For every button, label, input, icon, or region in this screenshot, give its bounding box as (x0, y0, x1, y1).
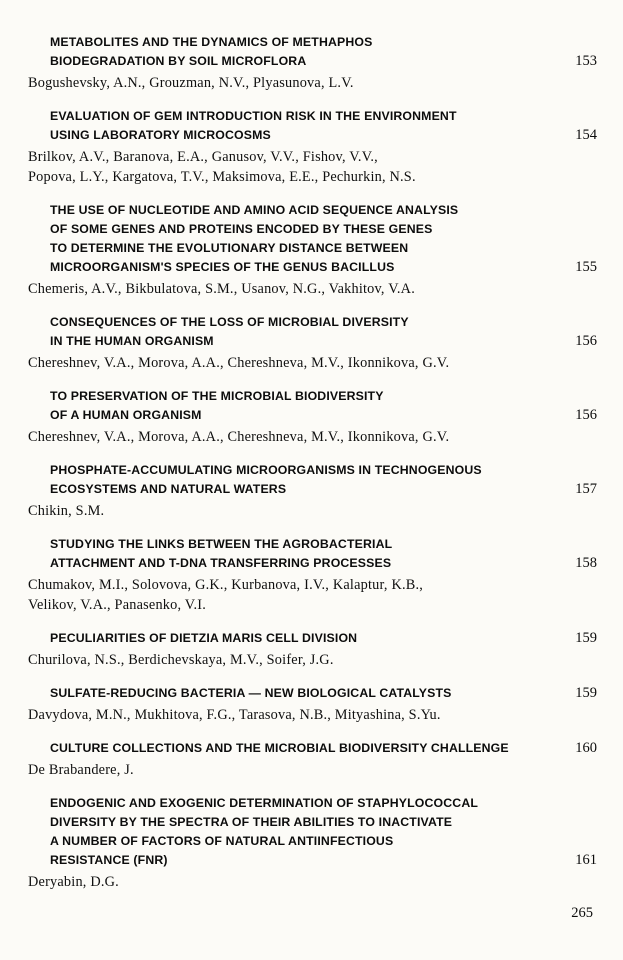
entry-page-number: 158 (575, 555, 597, 571)
title-line: STUDYING THE LINKS BETWEEN THE AGROBACTERIAL (50, 537, 393, 551)
author-line: Davydova, M.N., Mukhitova, F.G., Tarasova, N.B., Mityashina, S.Yu. (28, 707, 441, 723)
entry-title (28, 629, 357, 648)
entry-authors (28, 147, 597, 187)
entry-page-number: 159 (575, 685, 597, 701)
footer-page-number: 265 (571, 905, 593, 921)
entry-title (28, 33, 372, 71)
author-line: Deryabin, D.G. (28, 874, 119, 890)
entry-title-row (28, 201, 597, 277)
author-line: Chereshnev, V.A., Morova, A.A., Chereshneva, M.V., Ikonnikova, G.V. (28, 355, 450, 371)
toc-entry (28, 387, 597, 447)
title-line: OF SOME GENES AND PROTEINS ENCODED BY THESE GENES (50, 222, 433, 236)
author-line: Chumakov, M.I., Solovova, G.K., Kurbanova, I.V., Kalaptur, K.B., (28, 577, 424, 593)
entry-title-row (28, 461, 597, 499)
title-line: IN THE HUMAN ORGANISM (50, 334, 214, 348)
title-line: USING LABORATORY MICROCOSMS (50, 128, 271, 142)
toc-entry (28, 107, 597, 187)
title-line: TO DETERMINE THE EVOLUTIONARY DISTANCE BETWEEN (50, 241, 409, 255)
entry-page-number: 155 (575, 259, 597, 275)
entry-title-row (28, 107, 597, 145)
title-line: ECOSYSTEMS AND NATURAL WATERS (50, 482, 287, 496)
toc-entry (28, 629, 597, 670)
title-line: METABOLITES AND THE DYNAMICS OF METHAPHOS (50, 35, 373, 49)
entry-page-number: 160 (575, 740, 597, 756)
toc-entry (28, 461, 597, 521)
entry-authors (28, 760, 597, 780)
entry-authors (28, 353, 597, 373)
entry-title (28, 461, 482, 499)
entry-title (28, 794, 478, 870)
title-line: PECULIARITIES OF DIETZIA MARIS CELL DIVISION (50, 631, 358, 645)
entry-authors (28, 279, 597, 299)
entry-authors (28, 575, 597, 615)
author-line: Chikin, S.M. (28, 503, 105, 519)
title-line: MICROORGANISM'S SPECIES OF THE GENUS BACILLUS (50, 260, 395, 274)
entry-title (28, 739, 509, 758)
title-line: A NUMBER OF FACTORS OF NATURAL ANTIINFECTIOUS (50, 834, 394, 848)
title-line: BIODEGRADATION BY SOIL MICROFLORA (50, 54, 307, 68)
entry-authors (28, 501, 597, 521)
entry-title-row (28, 684, 597, 703)
entry-authors (28, 73, 597, 93)
entry-title-row (28, 794, 597, 870)
entry-page-number: 154 (575, 127, 597, 143)
title-line: CULTURE COLLECTIONS AND THE MICROBIAL BIODIVERSITY CHALLENGE (50, 741, 509, 755)
toc-entry (28, 684, 597, 725)
entry-authors (28, 872, 597, 892)
author-line: Brilkov, A.V., Baranova, E.A., Ganusov, V.V., Fishov, V.V., (28, 149, 378, 165)
entry-title (28, 535, 392, 573)
entry-title (28, 684, 452, 703)
title-line: RESISTANCE (FNR) (50, 853, 168, 867)
title-line: ATTACHMENT AND T-DNA TRANSFERRING PROCESSES (50, 556, 392, 570)
title-line: PHOSPHATE-ACCUMULATING MICROORGANISMS IN TECHNOGENOUS (50, 463, 482, 477)
entry-page-number: 156 (575, 333, 597, 349)
toc-entry (28, 535, 597, 615)
entry-page-number: 161 (575, 852, 597, 868)
title-line: EVALUATION OF GEM INTRODUCTION RISK IN THE ENVIRONMENT (50, 109, 457, 123)
entry-title (28, 387, 384, 425)
entry-title-row (28, 313, 597, 351)
entry-authors (28, 705, 597, 725)
entry-page-number: 153 (575, 53, 597, 69)
entry-title-row (28, 535, 597, 573)
entry-title-row (28, 33, 597, 71)
title-line: SULFATE-REDUCING BACTERIA — NEW BIOLOGICAL CATALYSTS (50, 686, 452, 700)
entry-title-row (28, 387, 597, 425)
entry-title-row (28, 629, 597, 648)
toc-entry (28, 201, 597, 299)
author-line: Bogushevsky, A.N., Grouzman, N.V., Plyasunova, L.V. (28, 75, 354, 91)
title-line: THE USE OF NUCLEOTIDE AND AMINO ACID SEQUENCE ANALYSIS (50, 203, 459, 217)
author-line: Chemeris, A.V., Bikbulatova, S.M., Usanov, N.G., Vakhitov, V.A. (28, 281, 415, 297)
author-line: Chereshnev, V.A., Morova, A.A., Chereshneva, M.V., Ikonnikova, G.V. (28, 429, 450, 445)
toc-entry (28, 33, 597, 93)
toc-entry (28, 739, 597, 780)
title-line: ENDOGENIC AND EXOGENIC DETERMINATION OF STAPHYLOCOCCAL (50, 796, 479, 810)
entry-authors (28, 427, 597, 447)
toc-entry (28, 794, 597, 892)
entry-page-number: 156 (575, 407, 597, 423)
entry-title (28, 201, 458, 277)
entry-authors (28, 650, 597, 670)
title-line: CONSEQUENCES OF THE LOSS OF MICROBIAL DIVERSITY (50, 315, 409, 329)
title-line: DIVERSITY BY THE SPECTRA OF THEIR ABILITIES TO INACTIVATE (50, 815, 453, 829)
entry-title (28, 107, 457, 145)
entry-page-number: 159 (575, 630, 597, 646)
entry-page-number: 157 (575, 481, 597, 497)
title-line: OF A HUMAN ORGANISM (50, 408, 202, 422)
title-line: TO PRESERVATION OF THE MICROBIAL BIODIVERSITY (50, 389, 384, 403)
author-line: Velikov, V.A., Panasenko, V.I. (28, 597, 206, 613)
toc-entries (28, 33, 597, 892)
entry-title (28, 313, 409, 351)
entry-title-row (28, 739, 597, 758)
toc-entry (28, 313, 597, 373)
author-line: Popova, L.Y., Kargatova, T.V., Maksimova, E.E., Pechurkin, N.S. (28, 169, 416, 185)
author-line: Churilova, N.S., Berdichevskaya, M.V., Soifer, J.G. (28, 652, 334, 668)
author-line: De Brabandere, J. (28, 762, 134, 778)
